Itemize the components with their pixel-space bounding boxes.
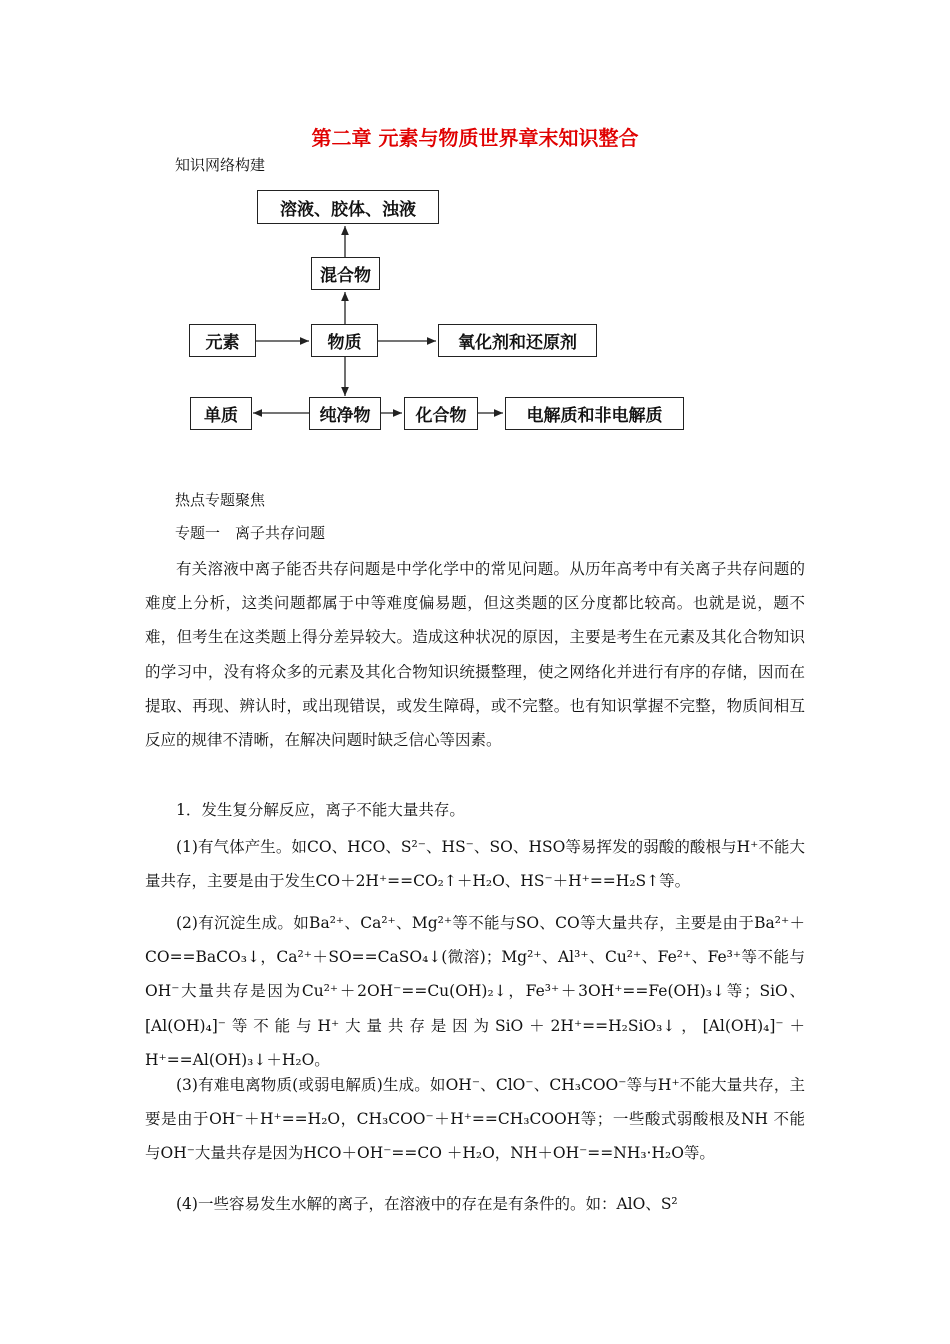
paragraph-gas: (1)有气体产生。如CO、HCO、S²⁻、HS⁻、SO、HSO等易挥发的弱酸的酸根与H⁺不能大量共存，主要是由于发生CO＋2H⁺==CO₂↑＋H₂O、HS⁻＋H⁺==H₂S↑等。 xyxy=(145,838,805,891)
topic-heading: 专题一 离子共存问题 xyxy=(175,524,326,542)
box-solution-colloid-suspension: 溶液、胶体、浊液 xyxy=(257,190,439,224)
box-substance: 物质 xyxy=(311,324,378,357)
box-mixture: 混合物 xyxy=(311,257,380,290)
paragraph-1: 1．发生复分解反应，离子不能大量共存。 xyxy=(176,801,465,819)
section-hot-heading: 热点专题聚焦 xyxy=(175,491,266,509)
box-electrolyte: 电解质和非电解质 xyxy=(505,397,684,430)
paragraph-precipitate: (2)有沉淀生成。如Ba²⁺、Ca²⁺、Mg²⁺等不能与SO、CO等大量共存，主要是由于Ba²⁺＋CO==BaCO₃↓，Ca²⁺＋SO==CaSO₄↓(微溶)；Mg²⁺、Al³⁺、Cu²⁺、Fe²⁺、Fe³⁺等不能与OH⁻大量共存是因为Cu²⁺＋2OH⁻==Cu(OH)₂↓，Fe³⁺＋3OH⁺==Fe(OH)₃↓等；SiO、[Al(OH)₄]⁻等不能与H⁺大量共存是因为SiO＋2H⁺==H₂SiO₃↓，[Al(OH)₄]⁻＋H⁺==Al(OH)₃↓＋H₂O。 xyxy=(145,914,805,1069)
paragraph-hydrolysis: (4)一些容易发生水解的离子，在溶液中的存在是有条件的。如：AlO、S² xyxy=(176,1195,678,1213)
intro-paragraph: 有关溶液中离子能否共存问题是中学化学中的常见问题。从历年高考中有关离子共存问题的难度上分析，这类问题都属于中等难度偏易题，但这类题的区分度都比较高。也就是说，题不难，但考生在这类题上得分差异较大。造成这种状况的原因，主要是考生在元素及其化合物知识的学习中，没有将众多的元素及其化合物知识统摄整理，使之网络化并进行有序的存储，因而在提取、再现、辨认时，或出现错误，或发生障碍，或不完整。也有知识掌握不完整，物质间相互反应的规律不清晰，在解决问题时缺乏信心等因素。 xyxy=(145,560,805,750)
section-network-heading: 知识网络构建 xyxy=(175,156,266,174)
paragraph-weak-electrolyte: (3)有难电离物质(或弱电解质)生成。如OH⁻、ClO⁻、CH₃COO⁻等与H⁺不能大量共存，主要是由于OH⁻＋H⁺==H₂O，CH₃COO⁻＋H⁺==CH₃COOH等；一些酸式弱酸根及NH 不能与OH⁻大量共存是因为HCO＋OH⁻==CO ＋H₂O，NH＋OH⁻==NH₃·H₂O等。 xyxy=(145,1076,805,1163)
box-simple-substance: 单质 xyxy=(190,397,252,430)
box-oxidant-reductant: 氧化剂和还原剂 xyxy=(438,324,597,357)
box-pure-substance: 纯净物 xyxy=(309,397,381,430)
concept-diagram-arrows xyxy=(0,0,950,450)
box-element: 元素 xyxy=(189,324,256,357)
box-compound: 化合物 xyxy=(404,397,478,430)
page-title: 第二章 元素与物质世界章末知识整合 xyxy=(311,126,639,150)
